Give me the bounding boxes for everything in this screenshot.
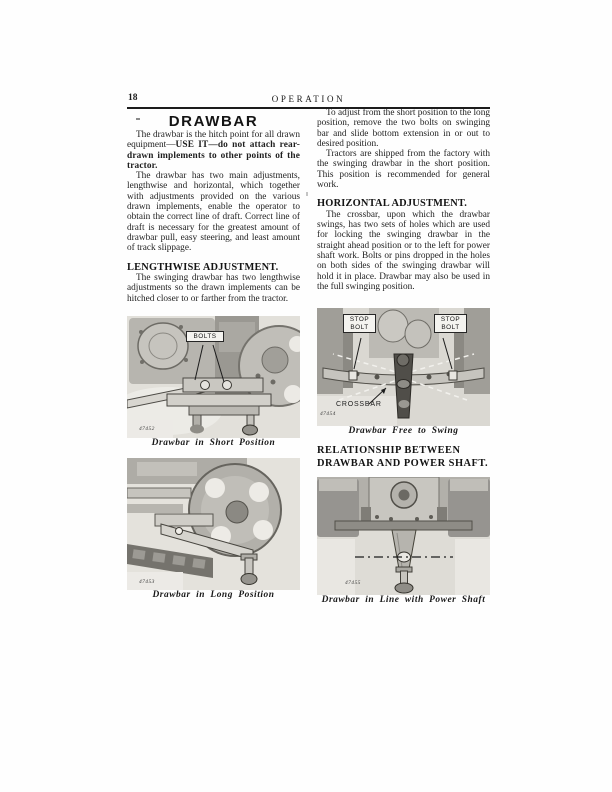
horizontal-paragraph: The crossbar, upon which the drawbar swings, has two sets of holes which are used for locking the swinging drawbar in the straight ahead position or to the left for power shaft work. Bolts or pins dropped in the holes on both sides of the swinging drawbar will hold it in place. Drawbar may also be used in the full swinging position.: [317, 209, 490, 292]
right-column: [317, 108, 490, 606]
photo-number: 47455: [345, 580, 361, 587]
page-number: 18: [128, 93, 138, 103]
scan-speck: [306, 192, 308, 196]
caption-drawbar-free-to-swing: Drawbar Free to Swing: [348, 426, 459, 437]
intro-paragraph-2: The drawbar has two main adjustments, lengthwise and horizontal, which together with adjustments provided on the various drawn implements, enable the operator to obtain the correct line of draft. Correct line of draft is necessary for the greatest amount of drawbar pull, easy steering, and least amount of track slippage.: [127, 171, 300, 254]
figure-drawbar-inline-power-shaft: [317, 477, 490, 595]
photo-drawbar-inline-power-shaft: [317, 477, 490, 595]
figure-drawbar-short-position: [127, 316, 300, 438]
intro-normal: The drawbar is the hitch point for all drawn equipment—: [127, 130, 300, 151]
intro-paragraph: [127, 130, 300, 171]
caption-drawbar-long-position: Drawbar in Long Position: [152, 589, 275, 600]
relationship-heading: RELATIONSHIP BETWEEN DRAWBAR AND POWER SHAFT.: [317, 445, 489, 469]
photo-number: 47452: [139, 425, 155, 432]
horizontal-heading: HORIZONTAL ADJUSTMENT.: [317, 198, 468, 210]
figure-drawbar-free-to-swing: [317, 308, 490, 426]
photo-drawbar-long-position: [127, 458, 300, 590]
lengthwise-heading: LENGTHWISE ADJUSTMENT.: [127, 261, 279, 273]
photo-number: 47453: [139, 578, 155, 585]
crossbar-label: CROSSBAR: [336, 401, 382, 409]
shipped-paragraph: Tractors are shipped from the factory with the swinging drawbar in the short position. This position is recommended for general work.: [317, 149, 490, 191]
stop-bolt-label-right: STOP BOLT: [434, 314, 467, 333]
stop-bolt-label-left: STOP BOLT: [343, 314, 376, 333]
article-title: DRAWBAR: [168, 113, 259, 130]
section-title: OPERATION: [271, 94, 346, 104]
caption-drawbar-inline-power-shaft: Drawbar in Line with Power Shaft: [321, 595, 486, 606]
photo-number: 47454: [320, 411, 336, 418]
intro-bold: USE IT—do not attach rear-drawn implements to other points of the tractor.: [127, 140, 300, 171]
figure-drawbar-long-position: [127, 458, 300, 590]
left-column: [127, 110, 300, 601]
bolts-label: BOLTS: [186, 331, 224, 342]
caption-drawbar-short-position: Drawbar in Short Position: [151, 437, 276, 448]
adjust-paragraph: To adjust from the short position to the long position, remove the two bolts on swinging bar and slide bottom extension in or out to desired position.: [317, 108, 490, 149]
lengthwise-paragraph-1: The swinging drawbar has two lengthwise adjustments so the drawn implements can be hitched closer to or farther from the tractor.: [127, 273, 300, 304]
running-header: [127, 93, 490, 109]
